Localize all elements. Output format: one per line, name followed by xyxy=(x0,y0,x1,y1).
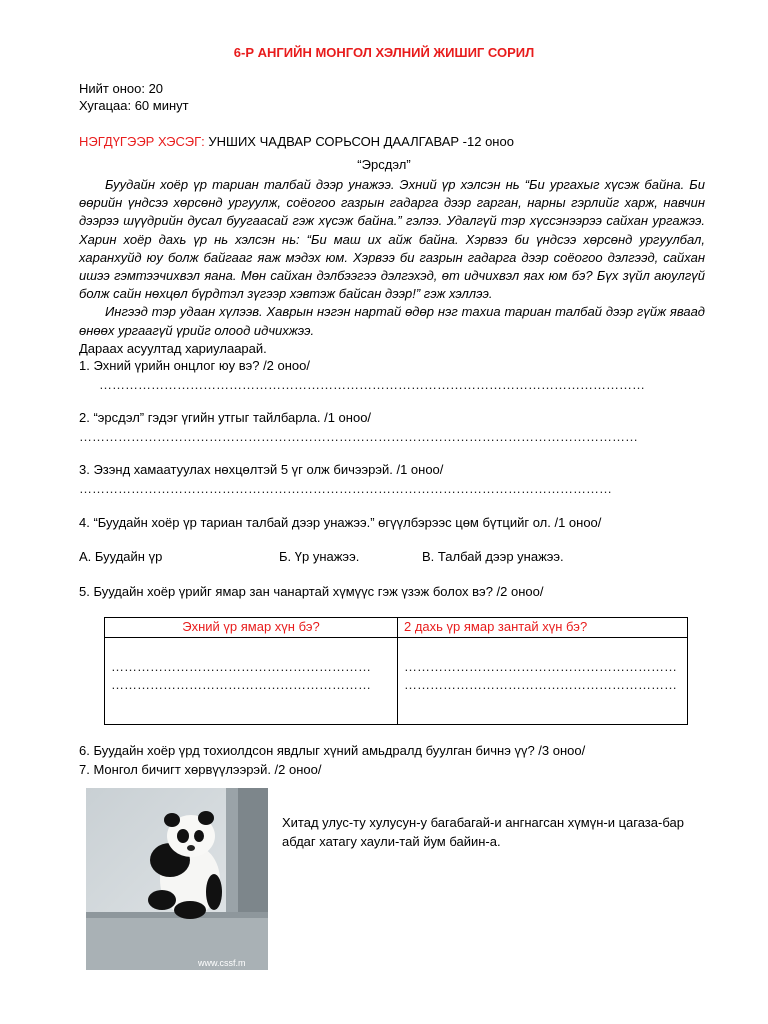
section-title: УНШИХ ЧАДВАР СОРЬСОН ДААЛГАВАР -12 оноо xyxy=(204,134,514,149)
question-3: 3. Эзэнд хамаатуулах нөхцөлтэй 5 үг олж бичээрэй. /1 оноо/ xyxy=(79,462,444,477)
page-title: 6-Р АНГИЙН МОНГОЛ ХЭЛНИЙ ЖИШИГ СОРИЛ xyxy=(233,45,535,60)
cell-dots-2a: ……………………………………………………… xyxy=(404,659,677,674)
photo-watermark: www.cssf.m xyxy=(198,958,246,968)
answer-cell-first-seed[interactable] xyxy=(105,638,398,725)
panda-illustration xyxy=(86,788,268,970)
answer-line-3[interactable]: …………………………………………………………………………………………………………… xyxy=(79,481,612,496)
story-heading: “Эрсдэл” xyxy=(357,157,411,172)
option-b[interactable]: Б. Үр унажээ. xyxy=(279,549,360,564)
question-2: 2. “эрсдэл” гэдэг үгийн утгыг тайлбарла. /1 оноо/ xyxy=(79,410,372,425)
section-heading xyxy=(79,133,514,151)
table-header-col1: Эхний үр ямар хүн бэ? xyxy=(105,618,398,638)
instructions: Дараах асуултад хариулаарай. xyxy=(79,341,267,356)
duration: Хугацаа: 60 минут xyxy=(79,98,189,113)
answer-line-1[interactable]: ……………………………………………………………………………………………………………… xyxy=(99,377,645,392)
story-paragraph-2: Ингээд тэр удаан хүлээв. Хаврын нэгэн нартай өдөр нэг тахиа тариан талбай дээр гүйж яваад өнөөх ургаагүй үрийг олоод идчихжээ. xyxy=(79,304,705,338)
table-header-col2: 2 дахь үр ямар зантай хүн бэ? xyxy=(398,618,688,638)
total-score: Нийт оноо: 20 xyxy=(79,81,164,96)
cell-dots-1b: …………………………………………………… xyxy=(111,677,371,692)
cell-dots-2b: ……………………………………………………… xyxy=(404,677,677,692)
story-paragraph-1: Буудайн хоёр үр тариан талбай дээр унажээ. Эхний үр хэлсэн нь “Би ургахыг хүсэж байна. Би өөрийн үндсээ хөрсөнд ургуулж, соёогоо газрын гадарга дээр гарган, нарны гэрлийг харж, навчин дээрээ шүүдрийн дусал буугаасай гэж хүсэж байна.” гэлээ. Удалгүй тэр хүссэнээрээ сайхан ургажээ. Харин хоёр дахь үр нь хэлсэн нь: “Би маш их айж байна. Хэрвээ би үндсээ хөрсөнд ургуулбал, харанхуйд юу болж байгааг яаж мэдэх юм. Хэрвээ би газрын гадарга дээр соёогоо дэлгээд, сайхан ишээ гэмтээчихвэл яана. Мөн сайхан дэлбээгээ дэлгэхэд, өт идчихвэл яах юм бэ? Бүх зүйл аюулгүй болж сайн нөхцөл бүрдтэл зүгээр хэвтэж байсан дээр!” гэж хэллээ. xyxy=(79,177,705,302)
question-4: 4. “Буудайн хоёр үр тариан талбай дээр унажээ.” өгүүлбэрээс цөм бүтцийг ол. /1 оноо/ xyxy=(79,515,602,530)
question-5: 5. Буудайн хоёр үрийг ямар зан чанартай хүмүүс гэж үзэж болох вэ? /2 оноо/ xyxy=(79,584,544,599)
story-text xyxy=(79,176,705,340)
question-1: 1. Эхний үрийн онцлог юу вэ? /2 оноо/ xyxy=(79,358,311,373)
option-c[interactable]: В. Талбай дээр унажээ. xyxy=(422,549,564,564)
question-6: 6. Буудайн хоёр үрд тохиолдсон явдлыг хүний амьдралд буулган бичнэ үү? /3 оноо/ xyxy=(79,743,586,758)
answer-table xyxy=(104,617,688,725)
cell-dots-1a: …………………………………………………… xyxy=(111,659,371,674)
answer-cell-second-seed[interactable] xyxy=(398,638,688,725)
option-a[interactable]: А. Буудайн үр xyxy=(79,549,163,564)
panda-photo xyxy=(86,788,268,970)
section-label: НЭГДҮГЭЭР ХЭСЭГ: xyxy=(79,134,205,149)
question-7: 7. Монгол бичигт хөрвүүлээрэй. /2 оноо/ xyxy=(79,762,322,777)
image-caption: Хитад улус-ту хулусун-у багабагай-и ангнагсан хүмүн-и цагаза-бар абдаг хатагу хаули-тай йум байин-а. xyxy=(282,815,684,849)
answer-line-2[interactable]: ………………………………………………………………………………………………………………… xyxy=(79,429,638,444)
